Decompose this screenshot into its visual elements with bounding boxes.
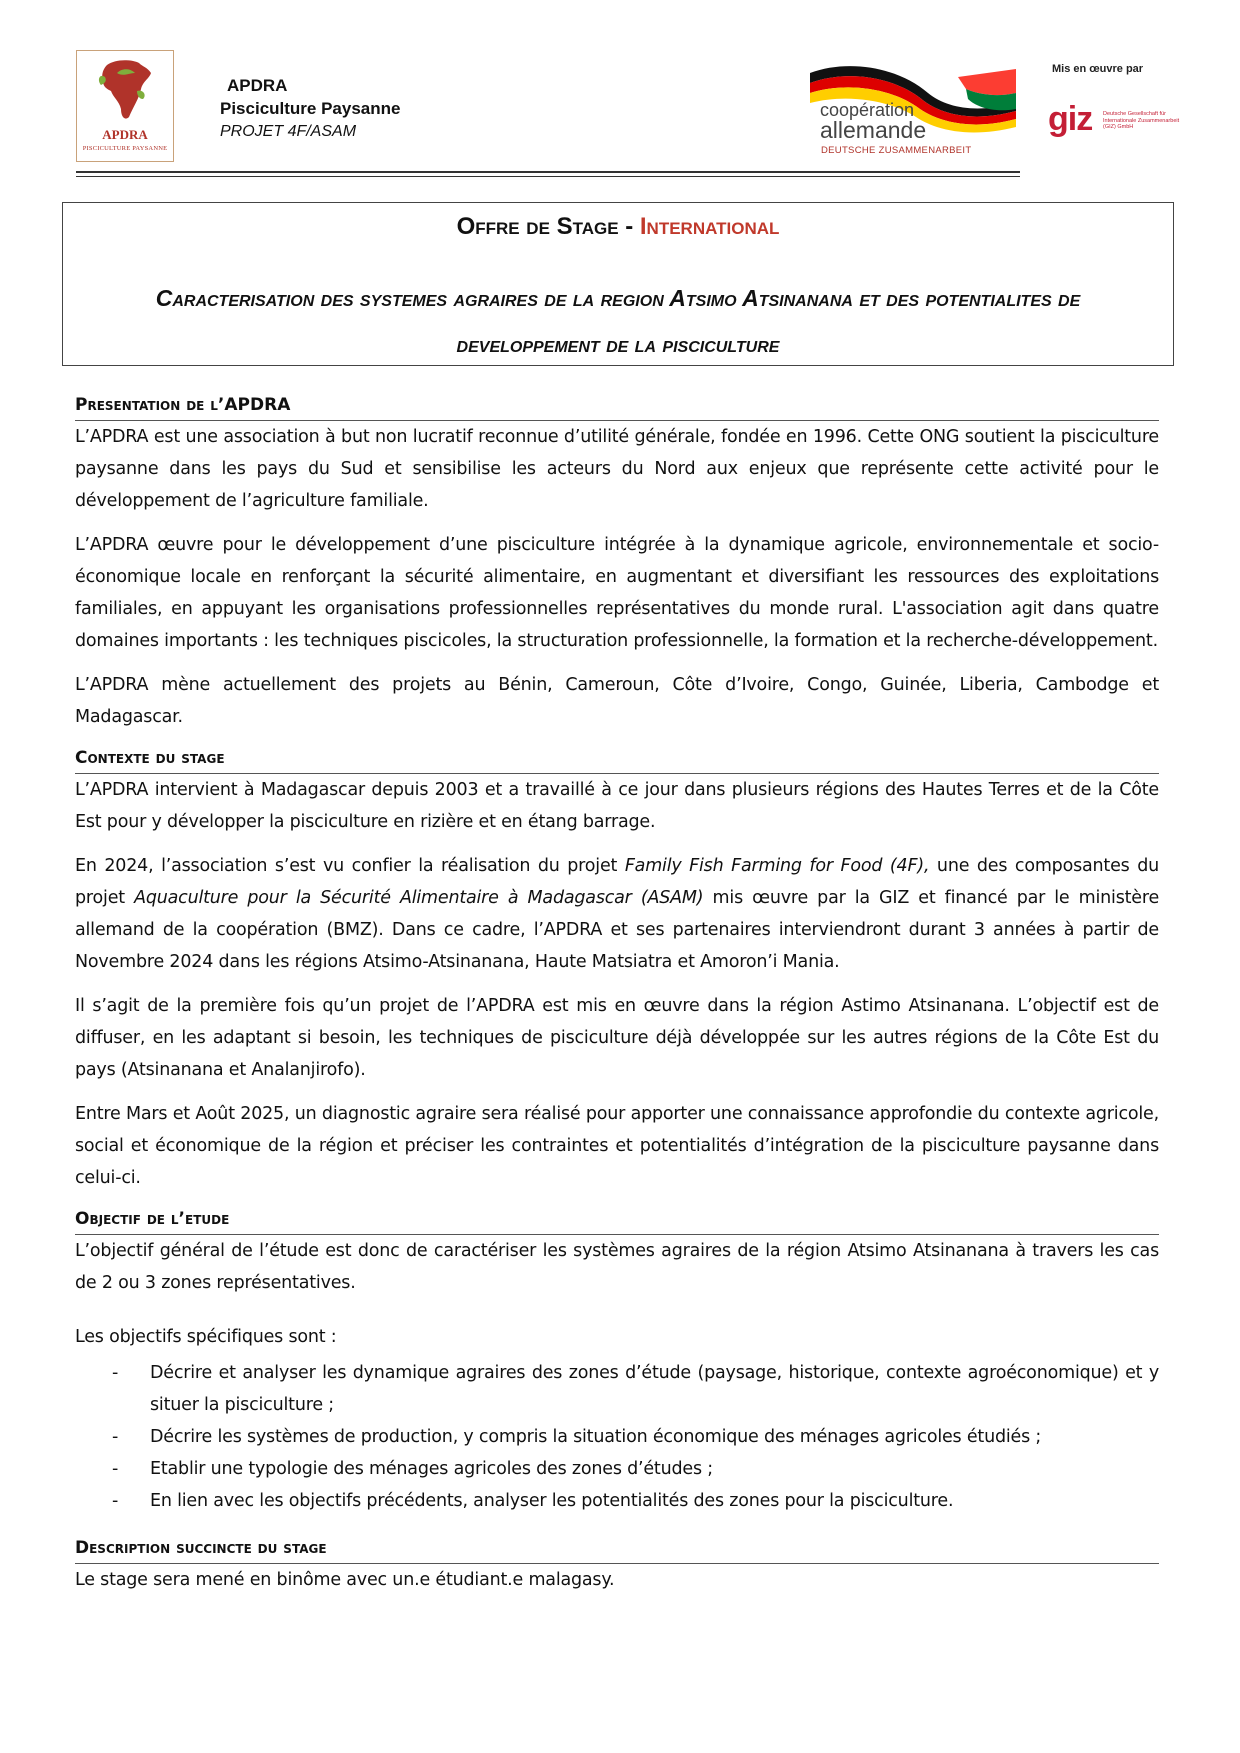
list-item [75, 1421, 1159, 1453]
paragraph: L’APDRA intervient à Madagascar depuis 2003 et a travaillé à ce jour dans plusieurs régions des Hautes Terres et de la Côte Est pour y développer la pisciculture en rizière et en étang barrage. [75, 780, 1159, 832]
org-subtitle: Pisciculture Paysanne [220, 99, 401, 118]
text-run: En 2024, l’association s’est vu confier la réalisation du projet [75, 856, 625, 876]
list-dash: - [112, 1427, 119, 1447]
offer-type: International [639, 213, 780, 240]
logo-text: APDRA [102, 127, 148, 142]
list-dash: - [112, 1491, 119, 1511]
giz-logo: giz [1048, 100, 1093, 138]
section-heading: Presentation de l’APDRA [75, 392, 1159, 421]
paragraph: L’APDRA œuvre pour le développement d’une pisciculture intégrée à la dynamique agricole, environnementale et socio-économique locale en renforçant la sécurité alimentaire, en augmentant et diversifiant les ressources des exploitations familiales, en appuyant les organisations professionnelles représentatives du monde rural. L'association agit dans quatre domaines importants : les techniques piscicoles, la structuration professionnelle, la formation et la recherche-développement. [75, 535, 1159, 651]
paragraph: Les objectifs spécifiques sont : [75, 1327, 337, 1347]
list-item [75, 1357, 1159, 1421]
list-dash: - [112, 1459, 119, 1479]
project-name-4f: Family Fish Farming for Food (4F), [624, 856, 930, 876]
objectives-list [75, 1357, 1159, 1517]
org-block [220, 74, 400, 143]
list-item-text: Etablir une typologie des ménages agricoles des zones d’études ; [150, 1459, 713, 1479]
section-objectif [75, 1206, 1159, 1517]
list-item-text: Décrire les systèmes de production, y compris la situation économique des ménages agricoles étudiés ; [150, 1427, 1042, 1447]
section-heading: Objectif de l’etude [75, 1206, 1159, 1235]
coop-line3: DEUTSCHE ZUSAMMENARBEIT [821, 145, 972, 156]
document-body [75, 392, 1159, 1608]
list-item [75, 1453, 1159, 1485]
logo-subtext: PISCICULTURE PAYSANNE [82, 145, 168, 152]
section-description [75, 1535, 1159, 1596]
paragraph: L’objectif général de l’étude est donc de caractériser les systèmes agraires de la région Atsimo Atsinanana à travers les cas de 2 ou 3 zones représentatives. [75, 1241, 1159, 1293]
coop-line2: allemande [820, 117, 927, 143]
africa-map-icon [77, 51, 173, 131]
offer-subtitle: Caracterisation des systemes agraires de la region Atsimo Atsinanana et des potentialites de developpement de la pisciculture [155, 285, 1081, 357]
title-box [62, 202, 1174, 366]
text-run: mis œuvre par la GIZ et financé par le ministère allemand de la coopération (BMZ). Dans ce cadre, l’APDRA et ses partenaires interviendront durant 3 années à partir de Novembre 2024 dans les régions Atsimo-Atsinanana, Haute Matsiatra et Amoron’i Mania. [75, 888, 1160, 972]
project-name-asam: Aquaculture pour la Sécurité Alimentaire à Madagascar (ASAM) [134, 888, 704, 908]
paragraph: L’APDRA mène actuellement des projets au Bénin, Cameroun, Côte d’Ivoire, Congo, Guinée, Liberia, Cambodge et Madagascar. [75, 675, 1159, 727]
offer-label: Offre de Stage - [456, 213, 640, 240]
section-presentation [75, 392, 1159, 733]
org-name: APDRA [227, 76, 288, 95]
apdra-logo [76, 50, 174, 162]
list-item-text: En lien avec les objectifs précédents, analyser les potentialités des zones pour la pisciculture. [150, 1491, 954, 1511]
header-divider [76, 171, 1020, 173]
offer-title [63, 213, 1173, 241]
header-divider-thin [76, 176, 1020, 177]
implemented-by: Mis en œuvre par [1052, 63, 1144, 75]
text-run: une des composantes du projet [75, 856, 1159, 908]
section-heading: Contexte du stage [75, 745, 1159, 774]
paragraph: Il s’agit de la première fois qu’un projet de l’APDRA est mis en œuvre dans la région Astimo Atsinanana. L’objectif est de diffuser, en les adaptant si besoin, les techniques de pisciculture déjà développée sur les autres régions de la Côte Est du pays (Atsinanana et Analanjirofo). [75, 996, 1159, 1080]
paragraph: Entre Mars et Août 2025, un diagnostic agraire sera réalisé pour apporter une connaissance approfondie du contexte agricole, social et économique de la région et préciser les contraintes et potentialités d’intégration de la pisciculture paysanne dans celui-ci. [75, 1104, 1159, 1188]
list-item-text: Décrire et analyser les dynamique agraires des zones d’étude (paysage, historique, contexte agroéconomique) et y situer la pisciculture ; [150, 1363, 1159, 1415]
coop-line1: coopération [820, 100, 915, 120]
giz-fullname: Deutsche Gesellschaft für Internationale Zusammenarbeit (GIZ) GmbH [1103, 111, 1180, 130]
paragraph [75, 850, 1159, 978]
section-heading: Description succincte du stage [75, 1535, 1159, 1564]
list-item [75, 1485, 1159, 1517]
list-dash: - [112, 1363, 119, 1383]
section-contexte [75, 745, 1159, 1194]
paragraph: L’APDRA est une association à but non lucratif reconnue d’utilité générale, fondée en 1996. Cette ONG soutient la pisciculture paysanne dans les pays du Sud et sensibilise les acteurs du Nord aux enjeux que représente cette activité pour le développement de l’agriculture familiale. [75, 427, 1159, 511]
project-name: PROJET 4F/ASAM [220, 123, 357, 140]
paragraph: Le stage sera mené en binôme avec un.e étudiant.e malagasy. [75, 1570, 615, 1590]
